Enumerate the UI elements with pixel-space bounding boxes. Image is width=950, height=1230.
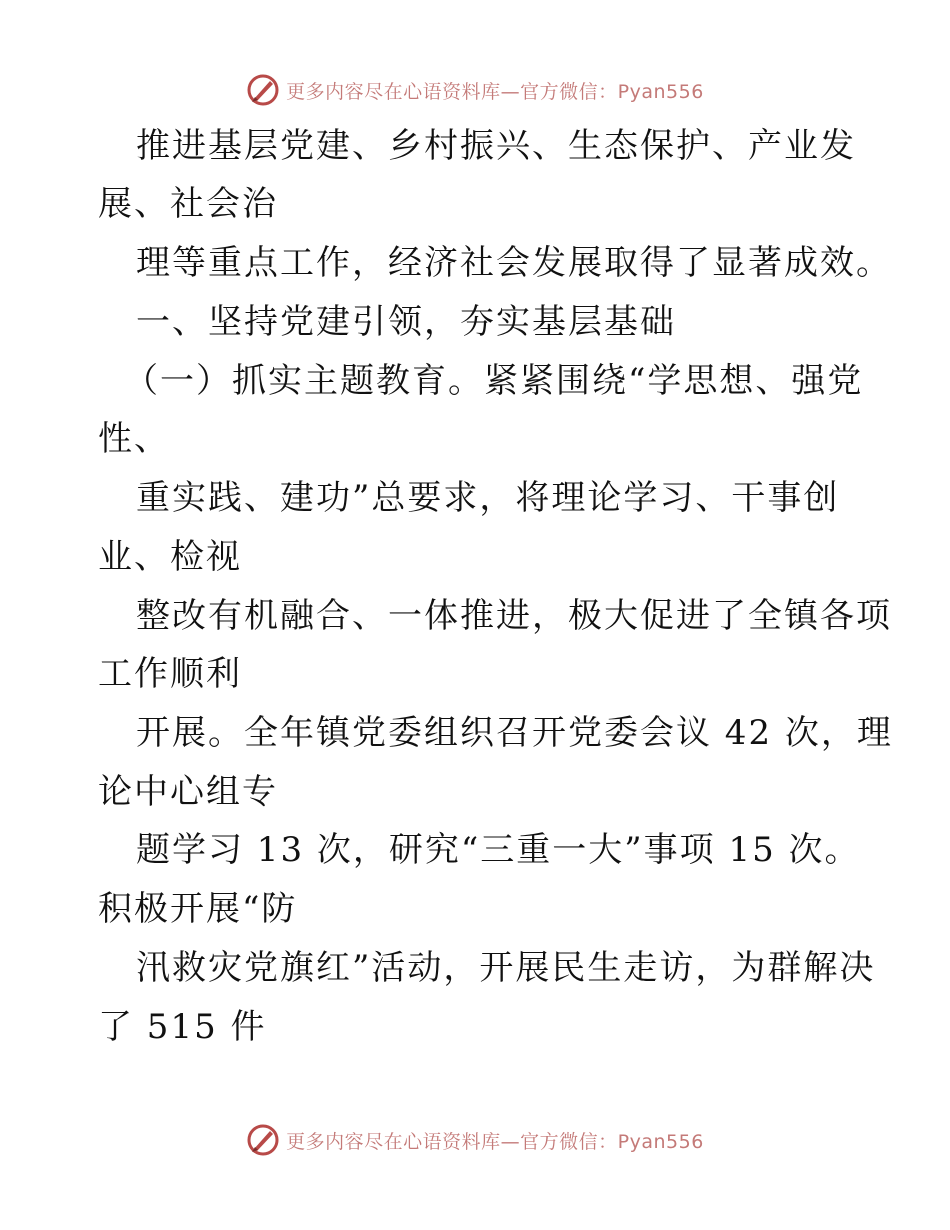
body-line-9: 整改有机融合、一体推进，极大促进了全镇各项 (136, 596, 892, 636)
body-line-2: 展、社会治 (98, 184, 278, 224)
quill-logo-icon (246, 73, 280, 107)
body-line-3: 理等重点工作，经济社会发展取得了显著成效。 (136, 243, 892, 283)
body-line-7: 重实践、建功”总要求，将理论学习、干事创 (136, 478, 840, 518)
body-line-8: 业、检视 (98, 537, 242, 577)
body-line-12: 论中心组专 (98, 772, 278, 812)
body-line-15: 汛救灾党旗红”活动，开展民生走访，为群解决 (136, 948, 876, 988)
quill-logo-icon (246, 1123, 280, 1157)
body-line-6: 性、 (98, 419, 170, 459)
body-line-11: 开展。全年镇党委组织召开党委会议 42 次，理 (136, 713, 893, 753)
header-watermark (0, 70, 950, 110)
subsection-heading: （一）抓实主题教育。紧紧围绕“学思想、强党 (124, 361, 864, 401)
body-line-1: 推进基层党建、乡村振兴、生态保护、产业发 (136, 126, 856, 166)
body-line-10: 工作顺利 (98, 654, 242, 694)
section-heading: 一、坚持党建引领，夯实基层基础 (136, 302, 676, 342)
body-line-16: 了 515 件 (98, 1007, 267, 1047)
watermark-text: 更多内容尽在心语资料库—官方微信：Pyan556 (286, 80, 704, 103)
body-line-13: 题学习 13 次，研究“三重一大”事项 15 次。 (136, 830, 861, 870)
watermark-text: 更多内容尽在心语资料库—官方微信：Pyan556 (286, 1130, 704, 1153)
body-line-14: 积极开展“防 (98, 889, 298, 929)
footer-watermark (0, 1120, 950, 1160)
